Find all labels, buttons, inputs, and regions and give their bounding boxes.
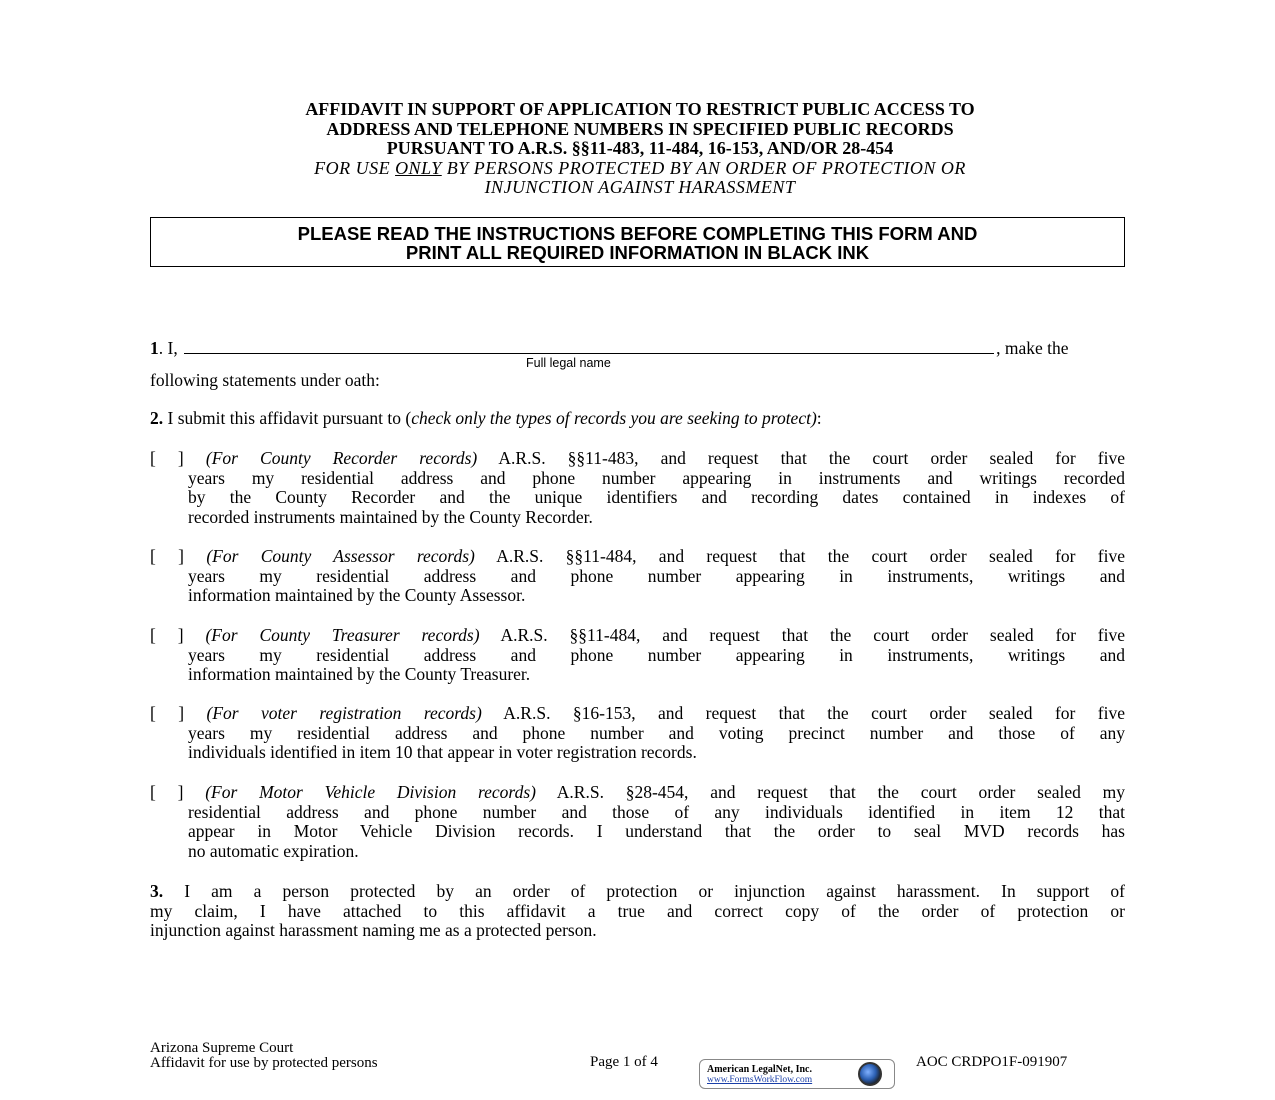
- paragraph-1-number: 1: [150, 338, 159, 358]
- record-type-label: (For voter registration records): [206, 703, 482, 723]
- form-code: AOC CRDPO1F-091907: [916, 1054, 1068, 1070]
- page-number: Page 1 of 4: [590, 1054, 658, 1070]
- record-option-5: [ ] (For Motor Vehicle Division records) A.R.S. §28-454, and request that the court order sealed my residential address and phone number and those of any individuals identified in item 12 that appear in Motor Vehicle Division records. I understand that the order to seal MVD records has no automatic expiration.: [150, 782, 1126, 862]
- record-option-3: [ ] (For County Treasurer records) A.R.S. §§11-484, and request that the court order sealed for five years my residential address and phone number appearing in instruments, writings and information maintained by the County Treasurer.: [150, 625, 1126, 685]
- title-line-1: AFFIDAVIT IN SUPPORT OF APPLICATION TO RESTRICT PUBLIC ACCESS TO: [305, 99, 975, 119]
- record-type-label: (For County Treasurer records): [205, 625, 480, 645]
- full-legal-name-field[interactable]: [184, 339, 994, 354]
- checkbox[interactable]: [ ]: [150, 546, 184, 566]
- paragraph-3-number: 3.: [150, 881, 164, 901]
- checkbox[interactable]: [ ]: [150, 703, 185, 723]
- footer-left: [150, 1041, 378, 1071]
- paragraph-2: 2. I submit this affidavit pursuant to (check only the types of records you are seeking to protect):: [150, 408, 822, 428]
- paragraph-1-continuation: following statements under oath:: [150, 370, 380, 390]
- subtitle-only: ONLY: [395, 157, 442, 178]
- record-option-2: [ ] (For County Assessor records) A.R.S. §§11-484, and request that the court order sealed for five years my residential address and phone number appearing in instruments, writings and information maintained by the County Assessor.: [150, 546, 1126, 606]
- checkbox[interactable]: [ ]: [150, 782, 184, 802]
- instructions-notice: [150, 217, 1125, 267]
- checkbox[interactable]: [ ]: [150, 625, 184, 645]
- logo-url-link[interactable]: www.FormsWorkFlow.com: [707, 1075, 813, 1085]
- logo-name: American LegalNet, Inc.: [707, 1064, 812, 1075]
- full-legal-name-label: Full legal name: [526, 356, 611, 370]
- record-type-label: (For County Recorder records): [205, 448, 478, 468]
- american-legalnet-logo[interactable]: [699, 1059, 895, 1089]
- footer-court: Arizona Supreme Court: [150, 1040, 294, 1056]
- subtitle-line-1: FOR USE ONLY BY PERSONS PROTECTED BY AN ORDER OF PROTECTION OR: [314, 157, 966, 178]
- notice-line-2: PRINT ALL REQUIRED INFORMATION IN BLACK INK: [405, 242, 870, 263]
- record-type-label: (For Motor Vehicle Division records): [205, 782, 536, 802]
- title-line-2: ADDRESS AND TELEPHONE NUMBERS IN SPECIFIED PUBLIC RECORDS: [326, 118, 954, 139]
- checkbox[interactable]: [ ]: [150, 448, 184, 468]
- paragraph-1: 1. I, , make the: [150, 338, 1069, 358]
- title-line-3: PURSUANT TO A.R.S. §§11-483, 11-484, 16-153, AND/OR 28-454: [386, 138, 894, 158]
- notice-line-1: PLEASE READ THE INSTRUCTIONS BEFORE COMPLETING THIS FORM AND: [297, 223, 978, 244]
- paragraph-3: 3. I am a person protected by an order of protection or injunction against harassment. In support of my claim, I have attached to this affidavit a true and correct copy of the order of protection or injunction against harassment naming me as a protected person.: [150, 881, 1125, 941]
- record-option-4: [ ] (For voter registration records) A.R.S. §16-153, and request that the court order sealed for five years my residential address and phone number and voting precinct number and those of any individuals identified in item 10 that appear in voter registration records.: [150, 703, 1126, 763]
- record-type-label: (For County Assessor records): [206, 546, 475, 566]
- globe-icon: [858, 1062, 882, 1086]
- record-option-1: [ ] (For County Recorder records) A.R.S. §§11-483, and request that the court order sealed for five years my residential address and phone number appearing in instruments and writings recorded by the County Recorder and the unique identifiers and recording dates contained in indexes of recorded instruments maintained by the County Recorder.: [150, 448, 1126, 528]
- paragraph-2-number: 2.: [150, 408, 164, 428]
- subtitle-line-2: INJUNCTION AGAINST HARASSMENT: [484, 177, 796, 197]
- form-title: [150, 100, 1130, 198]
- footer-description: Affidavit for use by protected persons: [150, 1055, 378, 1071]
